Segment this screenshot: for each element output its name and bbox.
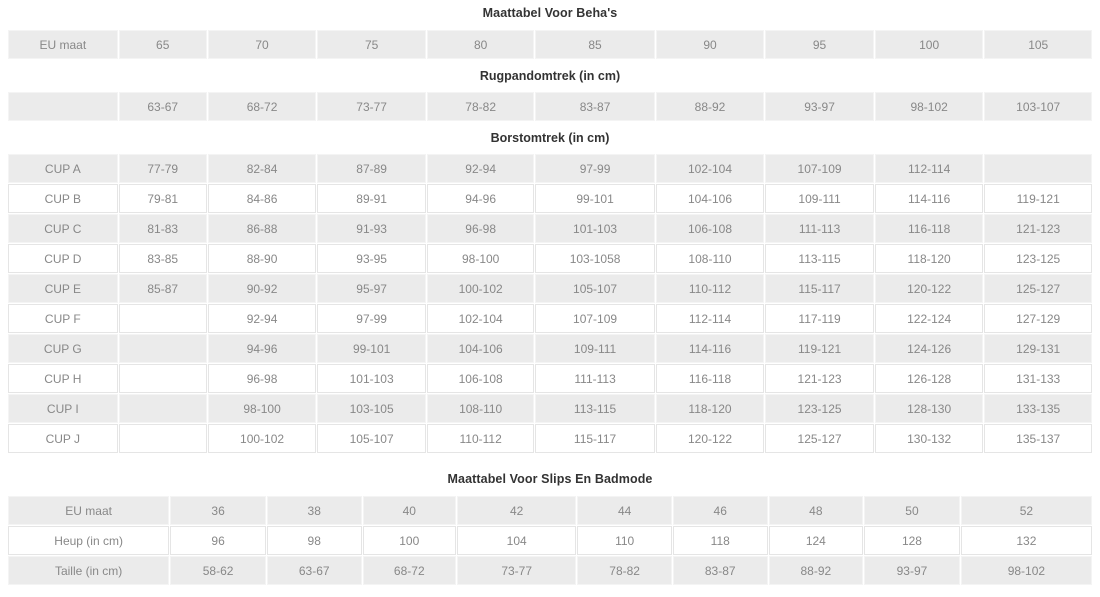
cup-label-cell: CUP B — [8, 184, 118, 213]
value-cell: 116-118 — [875, 214, 984, 243]
value-cell: 100-102 — [208, 424, 317, 453]
table-row — [8, 214, 1092, 243]
table-row — [8, 364, 1092, 393]
value-cell — [119, 304, 207, 333]
value-cell: 115-117 — [535, 424, 654, 453]
cup-label-cell: CUP I — [8, 394, 118, 423]
value-cell — [119, 424, 207, 453]
value-cell: 127-129 — [984, 304, 1092, 333]
value-cell: 119-121 — [984, 184, 1092, 213]
value-cell — [119, 364, 207, 393]
value-cell: 88-92 — [769, 556, 864, 585]
value-cell: 128-130 — [875, 394, 984, 423]
value-cell: 95-97 — [317, 274, 426, 303]
bra-table-title: Maattabel Voor Beha's — [482, 6, 618, 20]
value-cell: 108-110 — [427, 394, 535, 423]
value-cell: 115-117 — [765, 274, 874, 303]
value-cell: 75 — [317, 30, 426, 59]
table-row — [8, 244, 1092, 273]
value-cell: 112-114 — [875, 154, 984, 183]
value-cell: 105-107 — [535, 274, 654, 303]
value-cell: 78-82 — [577, 556, 672, 585]
value-cell: 122-124 — [875, 304, 984, 333]
value-cell — [984, 154, 1092, 183]
value-cell: 126-128 — [875, 364, 984, 393]
value-cell: 128 — [864, 526, 960, 555]
table-row — [8, 424, 1092, 453]
value-cell: 100 — [363, 526, 457, 555]
value-cell: 104 — [457, 526, 576, 555]
value-cell — [119, 334, 207, 363]
table-row — [8, 526, 1092, 555]
value-cell: 123-125 — [984, 244, 1092, 273]
value-cell: 96-98 — [208, 364, 317, 393]
value-cell: 133-135 — [984, 394, 1092, 423]
value-cell: 77-79 — [119, 154, 207, 183]
value-cell: 124-126 — [875, 334, 984, 363]
value-cell: 90-92 — [208, 274, 317, 303]
value-cell: 90 — [656, 30, 765, 59]
value-cell: 116-118 — [656, 364, 765, 393]
value-cell: 107-109 — [765, 154, 874, 183]
value-cell: 94-96 — [208, 334, 317, 363]
eu-size-label-cell: EU maat — [8, 30, 118, 59]
value-cell: 98-100 — [427, 244, 535, 273]
value-cell: 110-112 — [427, 424, 535, 453]
value-cell: 81-83 — [119, 214, 207, 243]
value-cell: 111-113 — [535, 364, 654, 393]
bust-measurement-heading: Borstomtrek (in cm) — [8, 122, 1092, 153]
value-cell: 42 — [457, 496, 576, 525]
value-cell: 121-123 — [984, 214, 1092, 243]
value-cell: 101-103 — [535, 214, 654, 243]
table-row — [8, 92, 1092, 121]
value-cell: 99-101 — [317, 334, 426, 363]
value-cell: 97-99 — [317, 304, 426, 333]
table-row — [8, 184, 1092, 213]
row-label-cell: Heup (in cm) — [8, 526, 169, 555]
value-cell: 124 — [769, 526, 864, 555]
cup-label-cell: CUP A — [8, 154, 118, 183]
value-cell: 38 — [267, 496, 362, 525]
cup-label-cell: CUP E — [8, 274, 118, 303]
value-cell: 92-94 — [208, 304, 317, 333]
value-cell: 80 — [427, 30, 535, 59]
value-cell: 93-95 — [317, 244, 426, 273]
value-cell: 98-100 — [208, 394, 317, 423]
value-cell: 95 — [765, 30, 874, 59]
value-cell: 98 — [267, 526, 362, 555]
value-cell: 85 — [535, 30, 654, 59]
value-cell: 125-127 — [765, 424, 874, 453]
value-cell: 102-104 — [656, 154, 765, 183]
value-cell: 130-132 — [875, 424, 984, 453]
table-row — [8, 274, 1092, 303]
section-heading-row — [8, 60, 1092, 91]
value-cell: 113-115 — [535, 394, 654, 423]
value-cell: 82-84 — [208, 154, 317, 183]
value-cell: 103-105 — [317, 394, 426, 423]
value-cell: 70 — [208, 30, 317, 59]
value-cell: 114-116 — [656, 334, 765, 363]
value-cell: 135-137 — [984, 424, 1092, 453]
value-cell: 96 — [170, 526, 266, 555]
value-cell: 83-87 — [535, 92, 654, 121]
value-cell: 114-116 — [875, 184, 984, 213]
value-cell: 40 — [363, 496, 457, 525]
value-cell: 100-102 — [427, 274, 535, 303]
value-cell: 36 — [170, 496, 266, 525]
value-cell: 113-115 — [765, 244, 874, 273]
value-cell: 100 — [875, 30, 984, 59]
value-cell: 79-81 — [119, 184, 207, 213]
table-row — [8, 334, 1092, 363]
value-cell: 107-109 — [535, 304, 654, 333]
value-cell: 106-108 — [427, 364, 535, 393]
section-heading-row — [8, 122, 1092, 153]
value-cell: 118-120 — [656, 394, 765, 423]
value-cell: 58-62 — [170, 556, 266, 585]
cup-label-cell: CUP C — [8, 214, 118, 243]
value-cell: 119-121 — [765, 334, 874, 363]
value-cell: 103-107 — [984, 92, 1092, 121]
brief-size-table — [7, 495, 1093, 586]
brief-table-title: Maattabel Voor Slips En Badmode — [447, 472, 653, 486]
value-cell: 63-67 — [267, 556, 362, 585]
value-cell: 111-113 — [765, 214, 874, 243]
value-cell: 102-104 — [427, 304, 535, 333]
value-cell: 44 — [577, 496, 672, 525]
value-cell: 105 — [984, 30, 1092, 59]
value-cell: 68-72 — [208, 92, 317, 121]
value-cell: 46 — [673, 496, 768, 525]
value-cell: 73-77 — [457, 556, 576, 585]
value-cell: 78-82 — [427, 92, 535, 121]
value-cell: 110-112 — [656, 274, 765, 303]
value-cell: 93-97 — [864, 556, 960, 585]
cup-label-cell: CUP G — [8, 334, 118, 363]
value-cell: 129-131 — [984, 334, 1092, 363]
value-cell: 65 — [119, 30, 207, 59]
value-cell: 105-107 — [317, 424, 426, 453]
table-row — [8, 30, 1092, 59]
table-row — [8, 394, 1092, 423]
value-cell: 110 — [577, 526, 672, 555]
value-cell: 112-114 — [656, 304, 765, 333]
value-cell: 88-90 — [208, 244, 317, 273]
value-cell: 132 — [961, 526, 1092, 555]
value-cell: 50 — [864, 496, 960, 525]
row-label-cell — [8, 92, 118, 121]
value-cell: 52 — [961, 496, 1092, 525]
value-cell: 73-77 — [317, 92, 426, 121]
table-row — [8, 154, 1092, 183]
value-cell: 131-133 — [984, 364, 1092, 393]
value-cell: 88-92 — [656, 92, 765, 121]
cup-label-cell: CUP D — [8, 244, 118, 273]
cup-label-cell: CUP J — [8, 424, 118, 453]
table-row — [8, 304, 1092, 333]
value-cell: 103-1058 — [535, 244, 654, 273]
value-cell: 85-87 — [119, 274, 207, 303]
table-row — [8, 496, 1092, 525]
value-cell — [119, 394, 207, 423]
value-cell: 121-123 — [765, 364, 874, 393]
value-cell: 99-101 — [535, 184, 654, 213]
value-cell: 63-67 — [119, 92, 207, 121]
value-cell: 125-127 — [984, 274, 1092, 303]
value-cell: 89-91 — [317, 184, 426, 213]
value-cell: 93-97 — [765, 92, 874, 121]
value-cell: 120-122 — [875, 274, 984, 303]
table-row — [8, 556, 1092, 585]
value-cell: 48 — [769, 496, 864, 525]
value-cell: 97-99 — [535, 154, 654, 183]
value-cell: 109-111 — [535, 334, 654, 363]
value-cell: 118 — [673, 526, 768, 555]
value-cell: 92-94 — [427, 154, 535, 183]
value-cell: 83-87 — [673, 556, 768, 585]
value-cell: 120-122 — [656, 424, 765, 453]
value-cell: 86-88 — [208, 214, 317, 243]
value-cell: 91-93 — [317, 214, 426, 243]
value-cell: 83-85 — [119, 244, 207, 273]
value-cell: 108-110 — [656, 244, 765, 273]
value-cell: 117-119 — [765, 304, 874, 333]
value-cell: 118-120 — [875, 244, 984, 273]
cup-label-cell: CUP F — [8, 304, 118, 333]
value-cell: 98-102 — [961, 556, 1092, 585]
back-measurement-heading: Rugpandomtrek (in cm) — [8, 60, 1092, 91]
value-cell: 87-89 — [317, 154, 426, 183]
bra-size-table — [7, 29, 1093, 454]
value-cell: 104-106 — [427, 334, 535, 363]
value-cell: 106-108 — [656, 214, 765, 243]
value-cell: 84-86 — [208, 184, 317, 213]
value-cell: 98-102 — [875, 92, 984, 121]
value-cell: 101-103 — [317, 364, 426, 393]
bra-table-body — [8, 30, 1092, 453]
value-cell: 109-111 — [765, 184, 874, 213]
brief-table-body — [8, 496, 1092, 585]
value-cell: 96-98 — [427, 214, 535, 243]
cup-label-cell: CUP H — [8, 364, 118, 393]
value-cell: 94-96 — [427, 184, 535, 213]
value-cell: 123-125 — [765, 394, 874, 423]
row-label-cell: Taille (in cm) — [8, 556, 169, 585]
value-cell: 104-106 — [656, 184, 765, 213]
row-label-cell: EU maat — [8, 496, 169, 525]
value-cell: 68-72 — [363, 556, 457, 585]
